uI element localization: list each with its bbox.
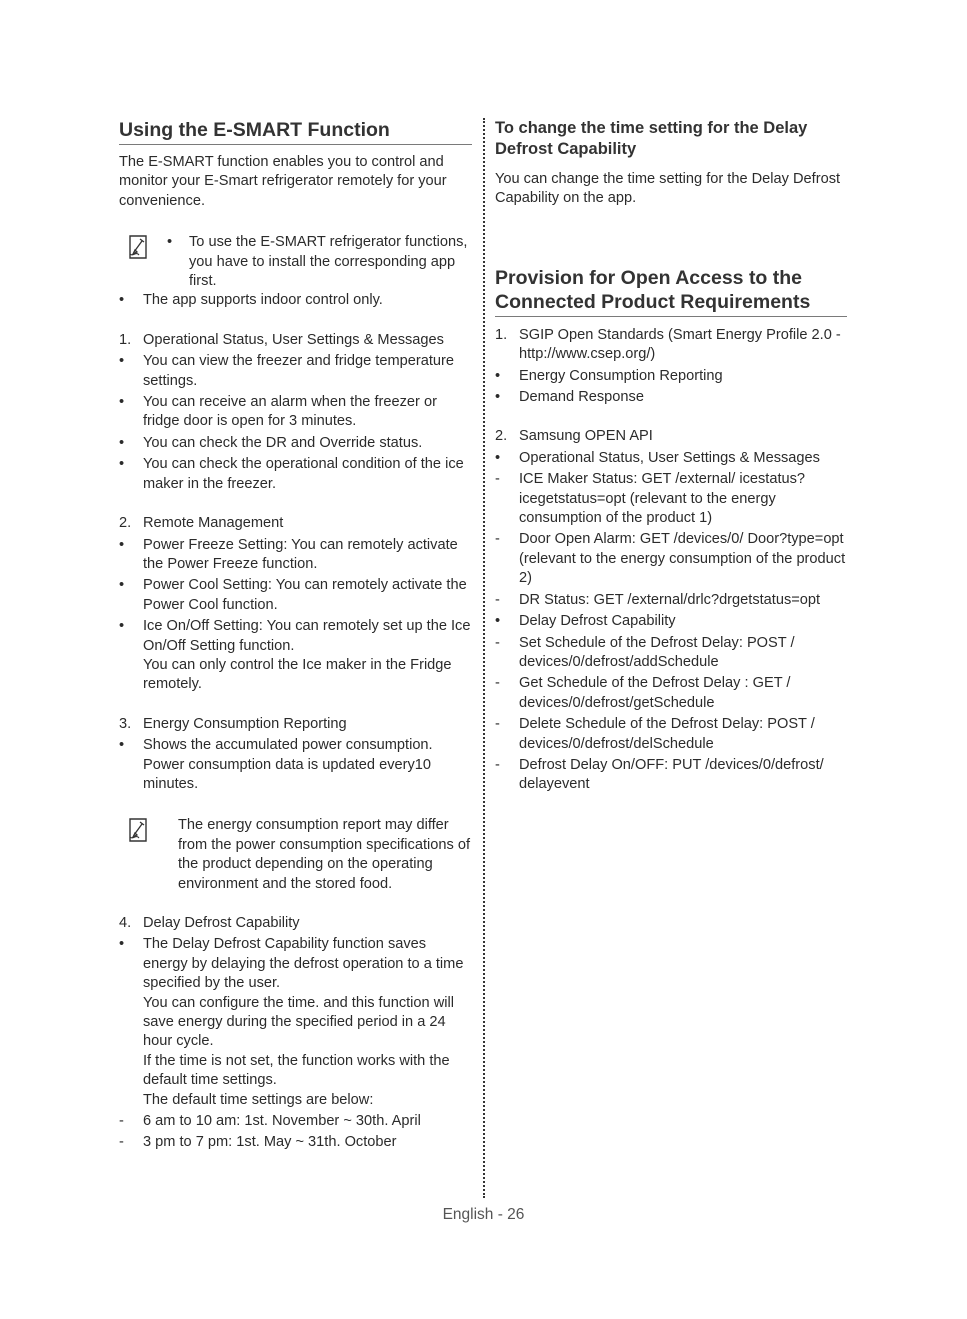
note-text: The energy consumption report may differ from the power consumption specifications of the product depending on the operating environment and the stored food. <box>178 817 471 892</box>
section-heading: 3. Energy Consumption Reporting <box>119 715 347 732</box>
section-heading: 2. Samsung OPEN API <box>495 428 653 445</box>
dash-item: - 3 pm to 7 pm: 1st. May ~ 31th. October <box>119 1134 397 1151</box>
dash-item: - Set Schedule of the Defrost Delay: POST / devices/0/defrost/addSchedule <box>495 634 795 670</box>
bullet-marker: • <box>119 292 125 309</box>
dash-item: - Get Schedule of the Defrost Delay : GET / devices/0/defrost/getSchedule <box>495 675 791 711</box>
right-column <box>495 118 847 795</box>
list-item: • Shows the accumulated power consumption. Power consumption data is updated every10 minutes. <box>119 737 433 792</box>
list-item: • Ice On/Off Setting: You can remotely set up the Ice On/Off Setting function. You can only control the Ice maker in the Fridge remotely. <box>119 618 471 693</box>
list-item: • Power Cool Setting: You can remotely activate the Power Cool function. <box>119 577 467 613</box>
section-heading: 2. Remote Management <box>119 515 284 532</box>
dash-item: - ICE Maker Status: GET /external/ icestatus?icegetstatus=opt (relevant to the energy consumption of the product 1) <box>495 471 806 527</box>
list-item: • Delay Defrost Capability <box>495 613 676 630</box>
list-item: • Demand Response <box>495 389 644 406</box>
bullet-marker: • <box>167 234 173 251</box>
note-block <box>119 816 472 894</box>
extra-text: Power consumption data is updated every10 minutes. <box>143 756 431 792</box>
list-item: • Operational Status, User Settings & Messages <box>495 449 820 466</box>
subsection-title: To change the time setting for the Delay Defrost Capability <box>495 119 808 158</box>
list-item: • Energy Consumption Reporting <box>495 367 723 384</box>
extra-text: You can configure the time. and this function will save energy during the specified period in a 24 hour cycle. <box>143 994 454 1050</box>
list-item: • The Delay Defrost Capability function saves energy by delaying the defrost operation to a time specified by the user. You can configure the time. and this function will save energy during the specified period in a 24 hour cycle. If the time is not set, the function works with the default time settings. The default time settings are below: <box>119 936 464 1108</box>
note-icon <box>127 818 149 842</box>
list-item: • Power Freeze Setting: You can remotely activate the Power Freeze function. <box>119 536 458 572</box>
note-block <box>119 233 472 291</box>
section-heading: 4. Delay Defrost Capability <box>119 915 300 931</box>
list-item: • The app supports indoor control only. <box>119 291 472 310</box>
left-column <box>119 118 472 1153</box>
extra-text: You can only control the Ice maker in the Fridge remotely. <box>143 656 452 693</box>
note-text: To use the E-SMART refrigerator functions, you have to install the corresponding app first. <box>189 234 468 290</box>
intro-text: The E-SMART function enables you to control and monitor your E-Smart refrigerator remotely for your convenience. <box>119 154 447 209</box>
section-title: Using the E-SMART Function <box>119 118 472 145</box>
note-icon <box>127 235 149 259</box>
section-title: Provision for Open Access to the Connected Product Requirements <box>495 266 847 317</box>
page-footer: English - 26 <box>442 1206 525 1223</box>
body-text: You can change the time setting for the Delay Defrost Capability on the app. <box>495 171 841 207</box>
dash-item: - Delete Schedule of the Defrost Delay: POST / devices/0/defrost/delSchedule <box>495 716 815 752</box>
extra-text: If the time is not set, the function works with the default time settings. <box>143 1052 450 1089</box>
list-item: • You can check the DR and Override status. <box>119 434 423 451</box>
list-item: • You can check the operational condition of the ice maker in the freezer. <box>119 456 464 492</box>
section-heading: 1. Operational Status, User Settings & Messages <box>119 331 444 348</box>
dash-item: - Defrost Delay On/OFF: PUT /devices/0/defrost/ delayevent <box>495 756 824 793</box>
list-item: • You can receive an alarm when the freezer or fridge door is open for 3 minutes. <box>119 394 437 430</box>
extra-text: The default time settings are below: <box>143 1091 374 1108</box>
dash-item: - Door Open Alarm: GET /devices/0/ Door?type=opt (relevant to the energy consumption of the product 2) <box>495 531 846 587</box>
dash-item: - 6 am to 10 am: 1st. November ~ 30th. April <box>119 1113 421 1130</box>
column-divider <box>483 118 485 1198</box>
section-heading: 1. SGIP Open Standards (Smart Energy Profile 2.0 - http://www.csep.org/) <box>495 326 841 363</box>
dash-item: - DR Status: GET /external/drlc?drgetstatus=opt <box>495 591 821 608</box>
list-item: • You can view the freezer and fridge temperature settings. <box>119 353 454 389</box>
